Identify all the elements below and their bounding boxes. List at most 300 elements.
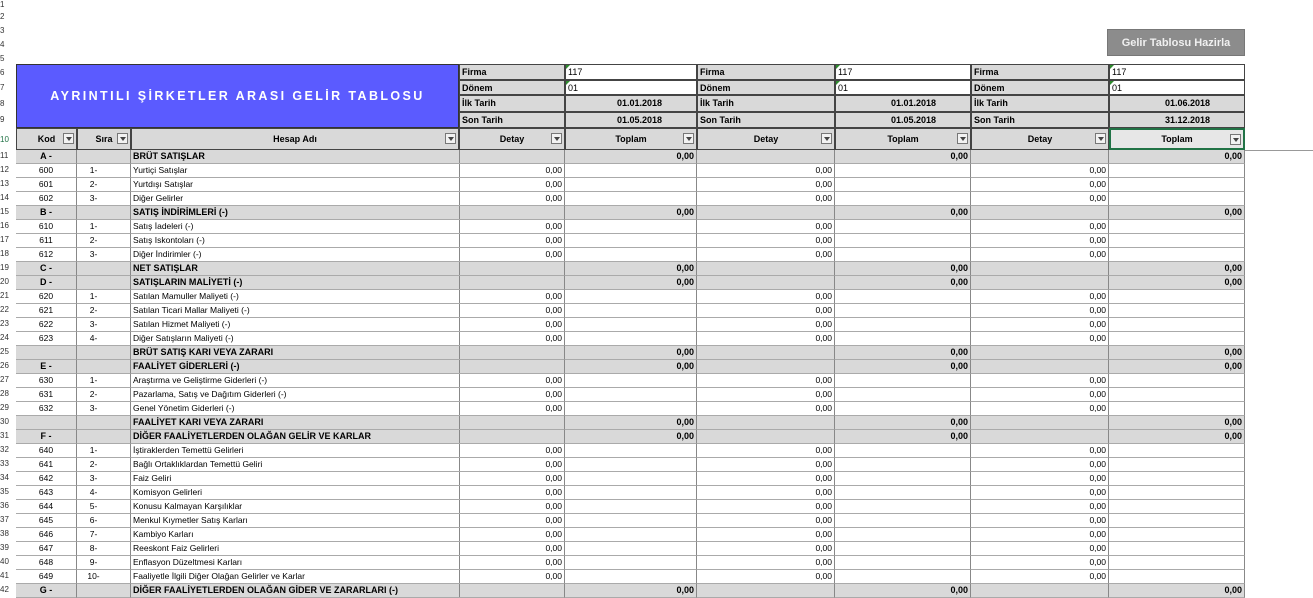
kod-cell[interactable]: 640 (16, 444, 77, 458)
hesap-adi-cell[interactable]: Komisyon Gelirleri (131, 486, 460, 500)
toplam-cell[interactable]: 0,00 (835, 262, 971, 276)
detay-cell[interactable] (459, 346, 565, 360)
kod-cell[interactable]: 631 (16, 388, 77, 402)
kod-cell[interactable]: 611 (16, 234, 77, 248)
detay-cell[interactable]: 0,00 (971, 178, 1109, 192)
sira-cell[interactable] (77, 430, 131, 444)
toplam-cell[interactable]: 0,00 (1109, 416, 1245, 430)
toplam-cell[interactable]: 0,00 (1109, 584, 1245, 598)
detay-cell[interactable]: 0,00 (697, 486, 835, 500)
toplam-cell[interactable] (1109, 486, 1245, 500)
sira-cell[interactable]: 9- (77, 556, 131, 570)
detay-cell[interactable]: 0,00 (459, 374, 565, 388)
toplam-cell[interactable] (565, 248, 697, 262)
toplam-cell[interactable] (835, 444, 971, 458)
toplam-cell[interactable] (1109, 220, 1245, 234)
filter-dropdown-icon[interactable] (445, 133, 456, 144)
detay-cell[interactable]: 0,00 (971, 248, 1109, 262)
row-number[interactable]: 18 (0, 249, 9, 258)
row-number[interactable]: 38 (0, 529, 9, 538)
row-number[interactable]: 30 (0, 417, 9, 426)
toplam-cell[interactable]: 0,00 (835, 416, 971, 430)
row-number[interactable]: 2 (0, 12, 5, 21)
toplam-cell[interactable]: 0,00 (835, 206, 971, 220)
detay-cell[interactable] (459, 276, 565, 290)
detay-cell[interactable] (459, 262, 565, 276)
row-number[interactable]: 19 (0, 263, 9, 272)
filter-dropdown-icon[interactable] (1095, 133, 1106, 144)
hesap-adi-cell[interactable]: SATIŞLARIN MALİYETİ (-) (131, 276, 460, 290)
kod-cell[interactable]: 642 (16, 472, 77, 486)
detay-cell[interactable]: 0,00 (971, 528, 1109, 542)
row-number[interactable]: 4 (0, 40, 5, 49)
sira-cell[interactable] (77, 206, 131, 220)
detay-cell[interactable]: 0,00 (971, 458, 1109, 472)
hesap-adi-cell[interactable]: Faaliyetle İlgili Diğer Olağan Gelirler ve Karlar (131, 570, 460, 584)
kod-cell[interactable] (16, 346, 77, 360)
toplam-cell[interactable]: 0,00 (565, 150, 697, 164)
sira-cell[interactable]: 2- (77, 388, 131, 402)
row-number[interactable]: 23 (0, 319, 9, 328)
row-number[interactable]: 11 (0, 151, 9, 160)
row-number[interactable]: 21 (0, 291, 9, 300)
toplam-cell[interactable] (565, 388, 697, 402)
row-number[interactable]: 20 (0, 277, 9, 286)
sira-cell[interactable]: 3- (77, 472, 131, 486)
toplam-cell[interactable] (1109, 528, 1245, 542)
detay-cell[interactable] (697, 276, 835, 290)
detay-cell[interactable]: 0,00 (971, 374, 1109, 388)
detay-cell[interactable] (697, 262, 835, 276)
param-value-ilk-tarih[interactable] (565, 95, 697, 112)
detay-cell[interactable]: 0,00 (697, 556, 835, 570)
toplam-cell[interactable]: 0,00 (835, 150, 971, 164)
hesap-adi-cell[interactable]: Reeskont Faiz Gelirleri (131, 542, 460, 556)
toplam-cell[interactable] (1109, 556, 1245, 570)
toplam-cell[interactable] (565, 192, 697, 206)
sira-cell[interactable] (77, 416, 131, 430)
hesap-adi-cell[interactable]: Yurtiçi Satışlar (131, 164, 460, 178)
detay-cell[interactable]: 0,00 (459, 234, 565, 248)
detay-cell[interactable]: 0,00 (697, 542, 835, 556)
toplam-cell[interactable] (1109, 234, 1245, 248)
toplam-cell[interactable]: 0,00 (565, 276, 697, 290)
detay-cell[interactable]: 0,00 (697, 290, 835, 304)
detay-cell[interactable]: 0,00 (697, 402, 835, 416)
sira-cell[interactable]: 1- (77, 444, 131, 458)
row-number[interactable]: 36 (0, 501, 9, 510)
hesap-adi-cell[interactable]: Faiz Geliri (131, 472, 460, 486)
kod-cell[interactable]: C - (16, 262, 77, 276)
sira-cell[interactable]: 2- (77, 234, 131, 248)
toplam-cell[interactable]: 0,00 (565, 416, 697, 430)
toplam-cell[interactable] (565, 332, 697, 346)
detay-cell[interactable]: 0,00 (697, 570, 835, 584)
detay-cell[interactable]: 0,00 (459, 556, 565, 570)
detay-cell[interactable] (697, 416, 835, 430)
toplam-cell[interactable]: 0,00 (1109, 346, 1245, 360)
param-value-firma[interactable] (835, 64, 971, 80)
hesap-adi-cell[interactable]: Yurtdışı Satışlar (131, 178, 460, 192)
kod-cell[interactable]: 643 (16, 486, 77, 500)
hesap-adi-cell[interactable]: Satılan Mamuller Maliyeti (-) (131, 290, 460, 304)
toplam-cell[interactable]: 0,00 (1109, 262, 1245, 276)
row-number[interactable]: 16 (0, 221, 9, 230)
hesap-adi-cell[interactable]: Menkul Kıymetler Satış Karları (131, 514, 460, 528)
toplam-cell[interactable] (565, 458, 697, 472)
toplam-cell[interactable] (1109, 332, 1245, 346)
detay-cell[interactable]: 0,00 (697, 304, 835, 318)
kod-cell[interactable]: 641 (16, 458, 77, 472)
sira-cell[interactable]: 1- (77, 220, 131, 234)
detay-cell[interactable] (971, 416, 1109, 430)
kod-cell[interactable]: 622 (16, 318, 77, 332)
detay-cell[interactable]: 0,00 (459, 178, 565, 192)
param-value-donem[interactable] (1109, 80, 1245, 95)
detay-cell[interactable]: 0,00 (459, 486, 565, 500)
hesap-adi-cell[interactable]: DİĞER FAALİYETLERDEN OLAĞAN GELİR VE KARLAR (131, 430, 460, 444)
detay-cell[interactable]: 0,00 (971, 556, 1109, 570)
hesap-adi-cell[interactable]: Satılan Ticari Mallar Maliyeti (-) (131, 304, 460, 318)
detay-cell[interactable] (971, 430, 1109, 444)
row-number[interactable]: 13 (0, 179, 9, 188)
param-value-son-tarih[interactable] (565, 112, 697, 128)
row-number[interactable]: 8 (0, 99, 5, 108)
toplam-cell[interactable]: 0,00 (1109, 276, 1245, 290)
row-number[interactable]: 10 (0, 135, 9, 144)
toplam-cell[interactable] (835, 220, 971, 234)
toplam-cell[interactable] (565, 290, 697, 304)
toplam-cell[interactable] (565, 444, 697, 458)
detay-cell[interactable]: 0,00 (971, 304, 1109, 318)
toplam-cell[interactable]: 0,00 (1109, 360, 1245, 374)
row-number[interactable]: 42 (0, 585, 9, 594)
kod-cell[interactable]: G - (16, 584, 77, 598)
detay-cell[interactable]: 0,00 (459, 472, 565, 486)
kod-cell[interactable]: A - (16, 150, 77, 164)
row-number[interactable]: 1 (0, 0, 5, 9)
hesap-adi-cell[interactable]: Pazarlama, Satış ve Dağıtım Giderleri (-) (131, 388, 460, 402)
hesap-adi-cell[interactable]: DİĞER FAALİYETLERDEN OLAĞAN GİDER VE ZARARLARI (-) (131, 584, 460, 598)
detay-cell[interactable]: 0,00 (697, 514, 835, 528)
sira-cell[interactable]: 3- (77, 192, 131, 206)
kod-cell[interactable]: 648 (16, 556, 77, 570)
detay-cell[interactable] (459, 430, 565, 444)
sira-cell[interactable]: 8- (77, 542, 131, 556)
hesap-adi-cell[interactable]: Enflasyon Düzeltmesi Karları (131, 556, 460, 570)
kod-cell[interactable] (16, 416, 77, 430)
kod-cell[interactable]: 644 (16, 500, 77, 514)
row-number[interactable]: 37 (0, 515, 9, 524)
detay-cell[interactable]: 0,00 (459, 388, 565, 402)
detay-cell[interactable]: 0,00 (459, 304, 565, 318)
toplam-cell[interactable] (835, 458, 971, 472)
toplam-cell[interactable]: 0,00 (565, 430, 697, 444)
detay-cell[interactable]: 0,00 (459, 514, 565, 528)
hesap-adi-cell[interactable]: BRÜT SATIŞ KARI VEYA ZARARI (131, 346, 460, 360)
param-value-donem[interactable] (565, 80, 697, 95)
hesap-adi-cell[interactable]: Satılan Hizmet Maliyeti (-) (131, 318, 460, 332)
detay-cell[interactable]: 0,00 (971, 542, 1109, 556)
row-number[interactable]: 28 (0, 389, 9, 398)
detay-cell[interactable] (697, 206, 835, 220)
param-value-ilk-tarih[interactable] (1109, 95, 1245, 112)
row-number[interactable]: 25 (0, 347, 9, 356)
hesap-adi-cell[interactable]: Konusu Kalmayan Karşılıklar (131, 500, 460, 514)
kod-cell[interactable]: B - (16, 206, 77, 220)
detay-cell[interactable]: 0,00 (697, 220, 835, 234)
filter-dropdown-icon[interactable] (683, 133, 694, 144)
sira-cell[interactable] (77, 150, 131, 164)
hesap-adi-cell[interactable]: Diğer Gelirler (131, 192, 460, 206)
sira-cell[interactable]: 5- (77, 500, 131, 514)
detay-cell[interactable] (697, 346, 835, 360)
detay-cell[interactable]: 0,00 (971, 570, 1109, 584)
kod-cell[interactable]: 612 (16, 248, 77, 262)
toplam-cell[interactable] (1109, 402, 1245, 416)
detay-cell[interactable] (459, 416, 565, 430)
row-number[interactable]: 34 (0, 473, 9, 482)
detay-cell[interactable] (971, 262, 1109, 276)
sira-cell[interactable]: 4- (77, 486, 131, 500)
toplam-cell[interactable]: 0,00 (835, 346, 971, 360)
hesap-adi-cell[interactable]: Diğer İndirimler (-) (131, 248, 460, 262)
toplam-cell[interactable] (1109, 304, 1245, 318)
toplam-cell[interactable] (835, 332, 971, 346)
detay-cell[interactable]: 0,00 (697, 178, 835, 192)
detay-cell[interactable]: 0,00 (459, 528, 565, 542)
toplam-cell[interactable]: 0,00 (565, 262, 697, 276)
toplam-cell[interactable] (1109, 248, 1245, 262)
kod-cell[interactable]: 601 (16, 178, 77, 192)
detay-cell[interactable] (971, 150, 1109, 164)
row-number[interactable]: 24 (0, 333, 9, 342)
detay-cell[interactable]: 0,00 (459, 220, 565, 234)
sira-cell[interactable]: 2- (77, 458, 131, 472)
sira-cell[interactable] (77, 346, 131, 360)
row-number[interactable]: 33 (0, 459, 9, 468)
detay-cell[interactable]: 0,00 (697, 164, 835, 178)
detay-cell[interactable]: 0,00 (459, 542, 565, 556)
detay-cell[interactable]: 0,00 (971, 332, 1109, 346)
row-number[interactable]: 27 (0, 375, 9, 384)
toplam-cell[interactable]: 0,00 (835, 276, 971, 290)
toplam-cell[interactable] (1109, 500, 1245, 514)
detay-cell[interactable] (697, 360, 835, 374)
param-value-firma[interactable] (565, 64, 697, 80)
toplam-cell[interactable] (835, 486, 971, 500)
sira-cell[interactable]: 3- (77, 402, 131, 416)
sira-cell[interactable]: 3- (77, 318, 131, 332)
kod-cell[interactable]: 645 (16, 514, 77, 528)
toplam-cell[interactable] (1109, 290, 1245, 304)
param-value-son-tarih[interactable] (1109, 112, 1245, 128)
filter-dropdown-icon[interactable] (63, 133, 74, 144)
toplam-cell[interactable] (565, 374, 697, 388)
kod-cell[interactable]: 649 (16, 570, 77, 584)
detay-cell[interactable]: 0,00 (697, 318, 835, 332)
detay-cell[interactable]: 0,00 (459, 332, 565, 346)
kod-cell[interactable]: D - (16, 276, 77, 290)
row-number[interactable]: 41 (0, 571, 9, 580)
row-number[interactable]: 6 (0, 68, 5, 77)
detay-cell[interactable]: 0,00 (971, 402, 1109, 416)
gelir-tablosu-hazirla-button[interactable]: Gelir Tablosu Hazirla (1107, 29, 1245, 56)
row-number[interactable]: 14 (0, 193, 9, 202)
hesap-adi-cell[interactable]: BRÜT SATIŞLAR (131, 150, 460, 164)
detay-cell[interactable]: 0,00 (459, 458, 565, 472)
detay-cell[interactable]: 0,00 (459, 290, 565, 304)
toplam-cell[interactable] (835, 374, 971, 388)
detay-cell[interactable]: 0,00 (459, 570, 565, 584)
detay-cell[interactable]: 0,00 (971, 192, 1109, 206)
toplam-cell[interactable] (835, 192, 971, 206)
hesap-adi-cell[interactable]: Satış İadeleri (-) (131, 220, 460, 234)
hesap-adi-cell[interactable]: Genel Yönetim Giderleri (-) (131, 402, 460, 416)
toplam-cell[interactable]: 0,00 (565, 584, 697, 598)
detay-cell[interactable]: 0,00 (697, 458, 835, 472)
toplam-cell[interactable] (565, 514, 697, 528)
detay-cell[interactable] (971, 346, 1109, 360)
detay-cell[interactable] (697, 150, 835, 164)
detay-cell[interactable]: 0,00 (697, 388, 835, 402)
toplam-cell[interactable] (565, 570, 697, 584)
detay-cell[interactable]: 0,00 (971, 164, 1109, 178)
kod-cell[interactable]: 623 (16, 332, 77, 346)
toplam-cell[interactable] (565, 528, 697, 542)
hesap-adi-cell[interactable]: İştiraklerden Temettü Gelirleri (131, 444, 460, 458)
detay-cell[interactable]: 0,00 (697, 500, 835, 514)
toplam-cell[interactable] (835, 500, 971, 514)
kod-cell[interactable]: F - (16, 430, 77, 444)
detay-cell[interactable]: 0,00 (697, 374, 835, 388)
detay-cell[interactable]: 0,00 (971, 472, 1109, 486)
row-number[interactable]: 5 (0, 54, 5, 63)
toplam-cell[interactable] (565, 500, 697, 514)
hesap-adi-cell[interactable]: FAALİYET GİDERLERİ (-) (131, 360, 460, 374)
toplam-cell[interactable] (835, 542, 971, 556)
toplam-cell[interactable] (835, 528, 971, 542)
sira-cell[interactable]: 6- (77, 514, 131, 528)
kod-cell[interactable]: E - (16, 360, 77, 374)
detay-cell[interactable] (697, 430, 835, 444)
detay-cell[interactable]: 0,00 (971, 514, 1109, 528)
detay-cell[interactable]: 0,00 (697, 472, 835, 486)
sira-cell[interactable]: 2- (77, 178, 131, 192)
toplam-cell[interactable]: 0,00 (565, 360, 697, 374)
row-number[interactable]: 40 (0, 557, 9, 566)
filter-dropdown-icon[interactable] (821, 133, 832, 144)
filter-dropdown-icon[interactable] (551, 133, 562, 144)
sira-cell[interactable]: 4- (77, 332, 131, 346)
sira-cell[interactable]: 1- (77, 290, 131, 304)
kod-cell[interactable]: 646 (16, 528, 77, 542)
row-number[interactable]: 15 (0, 207, 9, 216)
toplam-cell[interactable] (1109, 192, 1245, 206)
sira-cell[interactable] (77, 360, 131, 374)
row-number[interactable]: 17 (0, 235, 9, 244)
detay-cell[interactable]: 0,00 (971, 444, 1109, 458)
toplam-cell[interactable] (565, 472, 697, 486)
toplam-cell[interactable] (835, 318, 971, 332)
toplam-cell[interactable]: 0,00 (835, 360, 971, 374)
sira-cell[interactable]: 3- (77, 248, 131, 262)
toplam-cell[interactable] (1109, 458, 1245, 472)
toplam-cell[interactable] (565, 178, 697, 192)
toplam-cell[interactable] (1109, 444, 1245, 458)
toplam-cell[interactable] (835, 164, 971, 178)
param-value-ilk-tarih[interactable] (835, 95, 971, 112)
param-value-son-tarih[interactable] (835, 112, 971, 128)
hesap-adi-cell[interactable]: Satış Iskontoları (-) (131, 234, 460, 248)
toplam-cell[interactable] (835, 514, 971, 528)
sira-cell[interactable] (77, 276, 131, 290)
toplam-cell[interactable] (1109, 318, 1245, 332)
filter-dropdown-icon[interactable] (1230, 134, 1241, 145)
kod-cell[interactable]: 630 (16, 374, 77, 388)
toplam-cell[interactable] (1109, 374, 1245, 388)
filter-dropdown-icon[interactable] (957, 133, 968, 144)
detay-cell[interactable] (971, 360, 1109, 374)
row-number[interactable]: 29 (0, 403, 9, 412)
toplam-cell[interactable] (565, 304, 697, 318)
kod-cell[interactable]: 620 (16, 290, 77, 304)
kod-cell[interactable]: 602 (16, 192, 77, 206)
detay-cell[interactable]: 0,00 (459, 192, 565, 206)
toplam-cell[interactable] (835, 556, 971, 570)
sira-cell[interactable]: 1- (77, 374, 131, 388)
detay-cell[interactable]: 0,00 (697, 248, 835, 262)
hesap-adi-cell[interactable]: Bağlı Ortaklıklardan Temettü Geliri (131, 458, 460, 472)
kod-cell[interactable]: 632 (16, 402, 77, 416)
filter-dropdown-icon[interactable] (117, 133, 128, 144)
detay-cell[interactable]: 0,00 (971, 500, 1109, 514)
kod-cell[interactable]: 621 (16, 304, 77, 318)
toplam-cell[interactable] (835, 388, 971, 402)
toplam-cell[interactable]: 0,00 (1109, 206, 1245, 220)
toplam-cell[interactable] (1109, 164, 1245, 178)
toplam-cell[interactable]: 0,00 (835, 430, 971, 444)
toplam-cell[interactable] (835, 234, 971, 248)
row-number[interactable]: 35 (0, 487, 9, 496)
row-number[interactable]: 26 (0, 361, 9, 370)
detay-cell[interactable]: 0,00 (971, 318, 1109, 332)
toplam-cell[interactable] (565, 556, 697, 570)
row-number[interactable]: 31 (0, 431, 9, 440)
sira-cell[interactable] (77, 262, 131, 276)
toplam-cell[interactable] (565, 402, 697, 416)
toplam-cell[interactable] (1109, 178, 1245, 192)
row-number[interactable]: 9 (0, 115, 5, 124)
toplam-cell[interactable] (835, 472, 971, 486)
sira-cell[interactable]: 7- (77, 528, 131, 542)
toplam-cell[interactable] (565, 234, 697, 248)
toplam-cell[interactable]: 0,00 (565, 346, 697, 360)
param-value-donem[interactable] (835, 80, 971, 95)
detay-cell[interactable]: 0,00 (459, 318, 565, 332)
detay-cell[interactable]: 0,00 (459, 444, 565, 458)
detay-cell[interactable] (971, 206, 1109, 220)
toplam-cell[interactable] (1109, 570, 1245, 584)
kod-cell[interactable]: 610 (16, 220, 77, 234)
sira-cell[interactable]: 2- (77, 304, 131, 318)
toplam-cell[interactable]: 0,00 (1109, 150, 1245, 164)
detay-cell[interactable] (459, 206, 565, 220)
hesap-adi-cell[interactable]: Diğer Satışların Maliyeti (-) (131, 332, 460, 346)
toplam-cell[interactable] (835, 304, 971, 318)
hesap-adi-cell[interactable]: NET SATIŞLAR (131, 262, 460, 276)
row-number[interactable]: 39 (0, 543, 9, 552)
